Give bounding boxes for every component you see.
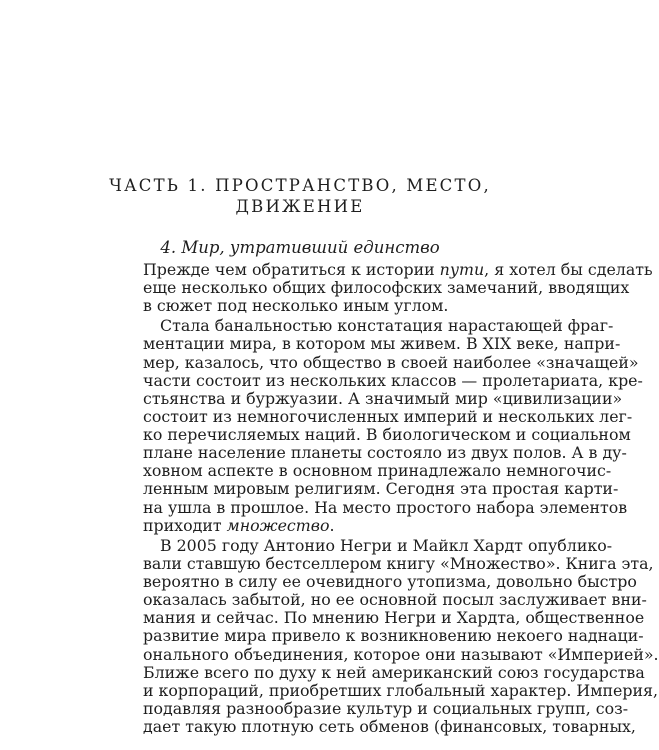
text-line: стьянства и буржуазии. А значимый мир «цивилизации» — [143, 388, 623, 408]
text-line: Ближе всего по духу к ней американский союз государства — [143, 662, 645, 682]
part-title-line-2: ДВИЖЕНИЕ — [235, 197, 365, 216]
text-line: в сюжет под несколько иным углом. — [143, 296, 449, 316]
chapter-title: 4. Мир, утративший единство — [160, 238, 440, 257]
text-line: вали ставшую бестселлером книгу «Множество». Книга эта, — [143, 553, 654, 573]
text-line: состоит из немногочисленных империй и нескольких лег- — [143, 406, 633, 426]
text-line: ко перечисляемых наций. В биологическом и социальном — [143, 425, 631, 445]
text-line: мер, казалось, что общество в своей наиболее «значащей» — [143, 352, 639, 372]
text-line: мания и сейчас. По мнению Негри и Хардта, общественное — [143, 608, 645, 628]
emphasis: пути — [439, 260, 485, 279]
text-line: ленным мировым религиям. Сегодня эта простая карти- — [143, 479, 619, 499]
text-line: ховном аспекте в основном принадлежало немногочис- — [143, 461, 612, 481]
text-line: приходит множество. — [143, 515, 335, 535]
text-line: ментации мира, в котором мы живем. В XIX веке, напри- — [143, 334, 621, 354]
text-line: онального объединения, которое они называют «Империей». — [143, 644, 659, 664]
text-line: и корпораций, приобретших глобальный характер. Империя, — [143, 680, 658, 700]
text-line: В 2005 году Антонио Негри и Майкл Хардт опублико- — [160, 535, 613, 555]
text-line: вероятно в силу ее очевидного утопизма, довольно быстро — [143, 572, 637, 592]
text-line: еще несколько общих философских замечаний, вводящих — [143, 278, 630, 298]
text-line: Прежде чем обратиться к истории пути, я хотел бы сделать — [143, 260, 653, 279]
text-line: подавляя разнообразие культур и социальных групп, соз- — [143, 698, 629, 718]
text-line: оказалась забытой, но ее основной посыл заслуживает вни- — [143, 590, 647, 610]
text-line: плане население планеты состояло из двух полов. А в ду- — [143, 443, 627, 463]
text-line: части состоит из нескольких классов — пролетариата, кре- — [143, 370, 643, 390]
text-line: на ушла в прошлое. На место простого набора элементов — [143, 497, 628, 517]
text-line: Стала банальностью констатация нарастающей фраг- — [160, 316, 614, 336]
text-line: дает такую плотную сеть обменов (финансовых, товарных, — [143, 717, 636, 736]
part-title-line-1: ЧАСТЬ 1. ПРОСТРАНСТВО, МЕСТО, — [109, 176, 491, 195]
emphasis: множество — [226, 515, 330, 535]
text-line: развитие мира привело к возникновению некоего наднаци- — [143, 626, 644, 646]
